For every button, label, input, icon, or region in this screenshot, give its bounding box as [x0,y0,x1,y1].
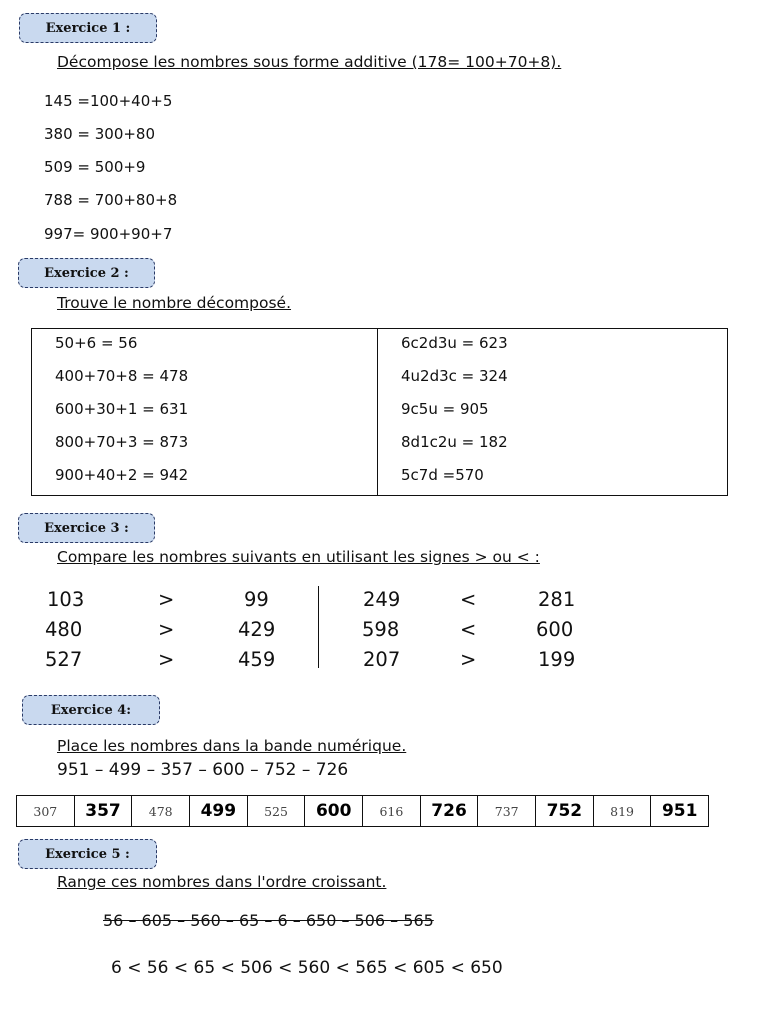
compare-number: 249 [363,588,401,611]
band-cell: 752 [536,796,594,826]
exercice-4-numbers: 951 – 499 – 357 – 600 – 752 – 726 [57,760,349,780]
exercice-4-instruction: Place les nombres dans la bande numérique. [57,737,407,755]
table-left-cell: 800+70+3 = 873 [55,433,189,451]
band-cell: 819 [594,796,652,826]
band-cell: 478 [132,796,190,826]
compare-number: 207 [363,648,401,671]
ex1-line: 788 = 700+80+8 [44,191,178,209]
exercice-5-instruction: Range ces nombres dans l'ordre croissant. [57,873,387,891]
compare-sign: > [158,618,175,641]
table-right-cell: 8d1c2u = 182 [401,433,508,451]
exercice-3-badge: Exercice 3 : [18,513,155,543]
exercice-5-answer: 6 < 56 < 65 < 506 < 560 < 565 < 605 < 650 [111,958,503,978]
band-cell: 499 [190,796,248,826]
compare-number: 429 [238,618,276,641]
table-left-cell: 600+30+1 = 631 [55,400,189,418]
compare-sign: < [460,588,477,611]
band-cell: 616 [363,796,421,826]
compare-number: 527 [45,648,83,671]
table-right-cell: 6c2d3u = 623 [401,334,508,352]
table-left-cell: 50+6 = 56 [55,334,138,352]
comparison-divider [318,586,319,668]
ex1-line: 509 = 500+9 [44,158,146,176]
exercice-4-badge: Exercice 4: [22,695,160,725]
compare-number: 199 [538,648,576,671]
ex1-line: 145 =100+40+5 [44,92,173,110]
table-left-cell: 900+40+2 = 942 [55,466,189,484]
band-cell: 307 [17,796,75,826]
exercice-1-badge: Exercice 1 : [19,13,157,43]
compare-sign: > [158,588,175,611]
band-cell: 951 [661,801,698,821]
band-cell: 600 [305,796,363,826]
compare-sign: < [460,618,477,641]
compare-number: 600 [536,618,574,641]
exercice-2-instruction: Trouve le nombre décomposé. [57,294,292,312]
band-cell: 525 [248,796,306,826]
compare-number: 103 [47,588,85,611]
compare-sign: > [158,648,175,671]
compare-number: 99 [244,588,269,611]
ex1-line: 997= 900+90+7 [44,225,173,243]
table-right-cell: 9c5u = 905 [401,400,489,418]
band-cell: 726 [421,796,479,826]
exercice-5-badge: Exercice 5 : [18,839,157,869]
table-right-cell: 5c7d =570 [401,466,484,484]
table-divider [377,329,378,495]
compare-number: 598 [362,618,400,641]
decomposition-table [31,328,728,496]
band-cell: 357 [75,796,133,826]
compare-number: 281 [538,588,576,611]
ex1-line: 380 = 300+80 [44,125,156,143]
table-right-cell: 4u2d3c = 324 [401,367,508,385]
exercice-2-badge: Exercice 2 : [18,258,155,288]
compare-number: 480 [45,618,83,641]
exercice-5-numbers: 56 – 605 – 560 – 65 – 6 – 650 – 506 – 565 [103,911,434,930]
compare-sign: > [460,648,477,671]
number-band [16,795,709,827]
table-left-cell: 400+70+8 = 478 [55,367,189,385]
band-cell: 737 [478,796,536,826]
exercice-1-instruction: Décompose les nombres sous forme additive (178= 100+70+8). [57,53,562,71]
exercice-3-instruction: Compare les nombres suivants en utilisant les signes > ou < : [57,548,540,566]
compare-number: 459 [238,648,276,671]
